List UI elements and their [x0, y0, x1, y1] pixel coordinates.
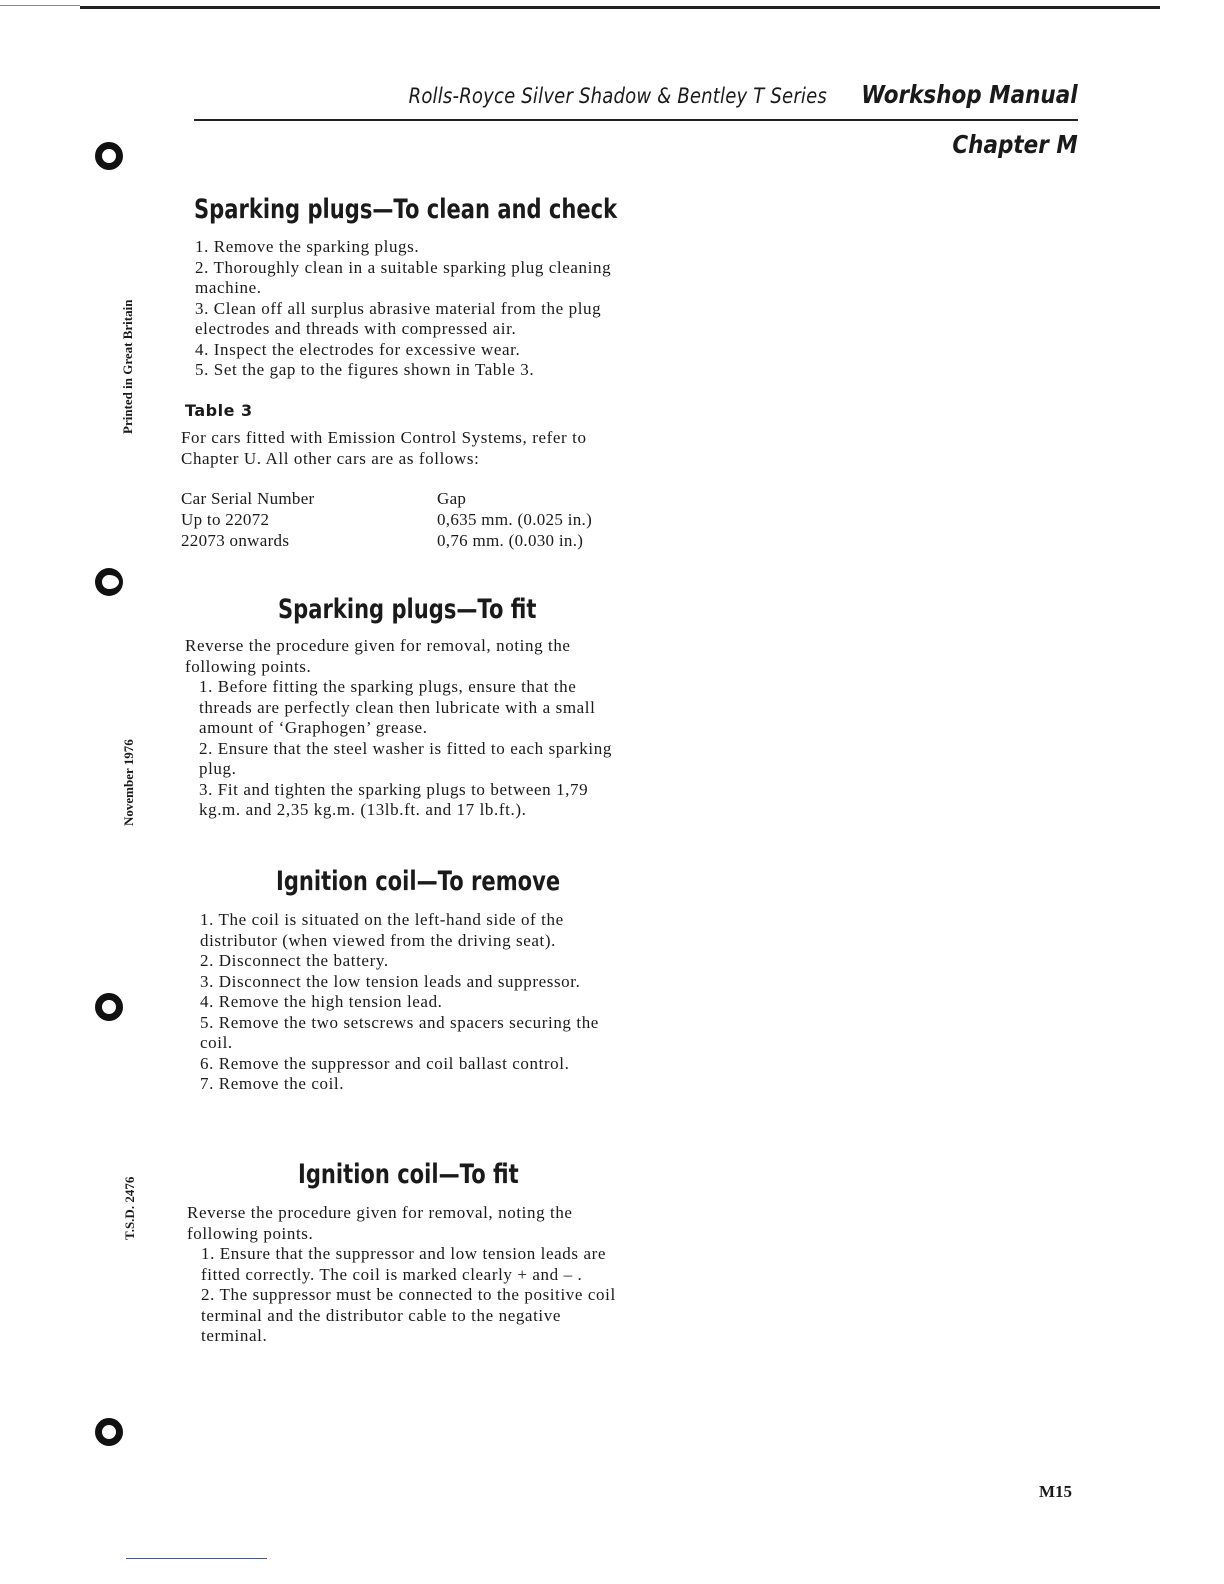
binder-hole-2-icon — [95, 568, 123, 596]
list-item: 2. Thoroughly clean in a suitable sparking plug cleaning machine. — [195, 257, 612, 297]
margin-date: November 1976 — [121, 739, 136, 826]
steps-coil-remove — [186, 910, 631, 1095]
header-manual-label: Workshop Manual — [861, 80, 1078, 109]
list-item: 2. The suppressor must be connected to the positive coil terminal and the distributor cable to the negative terminal. — [201, 1285, 616, 1345]
table-column-header: Car Serial Number — [181, 489, 315, 508]
top-edge-rule-left — [0, 5, 80, 6]
top-edge-rule — [80, 6, 1160, 9]
heading-coil-fit: Ignition coil—To fit — [298, 1159, 519, 1190]
margin-tsd-number: T.S.D. 2476 — [122, 1176, 137, 1240]
heading-coil-remove: Ignition coil—To remove — [276, 866, 561, 897]
heading-clean-and-check: Sparking plugs—To clean and check — [194, 194, 618, 225]
table-3-intro: For cars fitted with Emission Control Systems, refer to Chapter U. All other cars are as follows: — [181, 428, 587, 468]
table-cell: Up to 22072 — [181, 510, 270, 529]
list-item: 1. Ensure that the suppressor and low tension leads are fitted correctly. The coil is marked clearly + and – . — [201, 1244, 607, 1284]
section-intro: Reverse the procedure given for removal, noting the following points. — [187, 1203, 573, 1243]
steps-clean-and-check — [181, 237, 626, 381]
list-item: 1. The coil is situated on the left-hand side of the distributor (when viewed from the driving seat). — [200, 910, 564, 950]
list-item: 1. Remove the sparking plugs. — [195, 237, 420, 256]
list-item: 5. Remove the two setscrews and spacers securing the coil. — [200, 1012, 599, 1052]
binder-hole-3-icon — [95, 993, 123, 1021]
table-column-header: Gap — [437, 489, 467, 508]
binder-hole-1-icon — [95, 142, 123, 170]
list-item: 3. Clean off all surplus abrasive material from the plug electrodes and threads with compressed air. — [195, 298, 602, 338]
list-item: 4. Remove the high tension lead. — [200, 992, 443, 1011]
table-3-label: Table 3 — [185, 401, 253, 420]
list-item: 2. Disconnect the battery. — [200, 951, 389, 970]
list-item: 3. Disconnect the low tension leads and suppressor. — [200, 971, 581, 991]
steps-coil-fit — [187, 1203, 627, 1347]
list-item: 1. Before fitting the sparking plugs, ensure that the threads are perfectly clean then lubricate with a small amount of ‘Graphogen’ grease. — [199, 677, 596, 737]
page-number: M15 — [1038, 1482, 1072, 1501]
list-item: 5. Set the gap to the figures shown in Table 3. — [195, 360, 535, 379]
list-item: 6. Remove the suppressor and coil ballast control. — [200, 1053, 570, 1073]
list-item: 7. Remove the coil. — [200, 1074, 345, 1093]
list-item: 3. Fit and tighten the sparking plugs to between 1,79 kg.m. and 2,35 kg.m. (13lb.ft. and 17 lb.ft.). — [199, 779, 589, 819]
section-intro: Reverse the procedure given for removal, noting the following points. — [185, 636, 571, 676]
header-rule — [194, 119, 1078, 121]
chapter-label: Chapter M — [952, 130, 1078, 159]
list-item: 2. Ensure that the steel washer is fitted to each sparking plug. — [199, 738, 612, 778]
steps-plugs-to-fit — [185, 636, 625, 821]
list-item: 4. Inspect the electrodes for excessive wear. — [195, 339, 521, 359]
table-cell: 22073 onwards — [181, 531, 290, 550]
table-cell: 0,635 mm. (0.025 in.) — [437, 510, 593, 529]
heading-plugs-to-fit: Sparking plugs—To fit — [278, 594, 537, 625]
header-title: Rolls-Royce Silver Shadow & Bentley T Series — [408, 84, 827, 108]
binder-hole-4-icon — [95, 1418, 123, 1446]
margin-printed-in: Printed in Great Britain — [120, 299, 135, 434]
footer-rule — [126, 1558, 267, 1559]
table-cell: 0,76 mm. (0.030 in.) — [437, 531, 584, 550]
